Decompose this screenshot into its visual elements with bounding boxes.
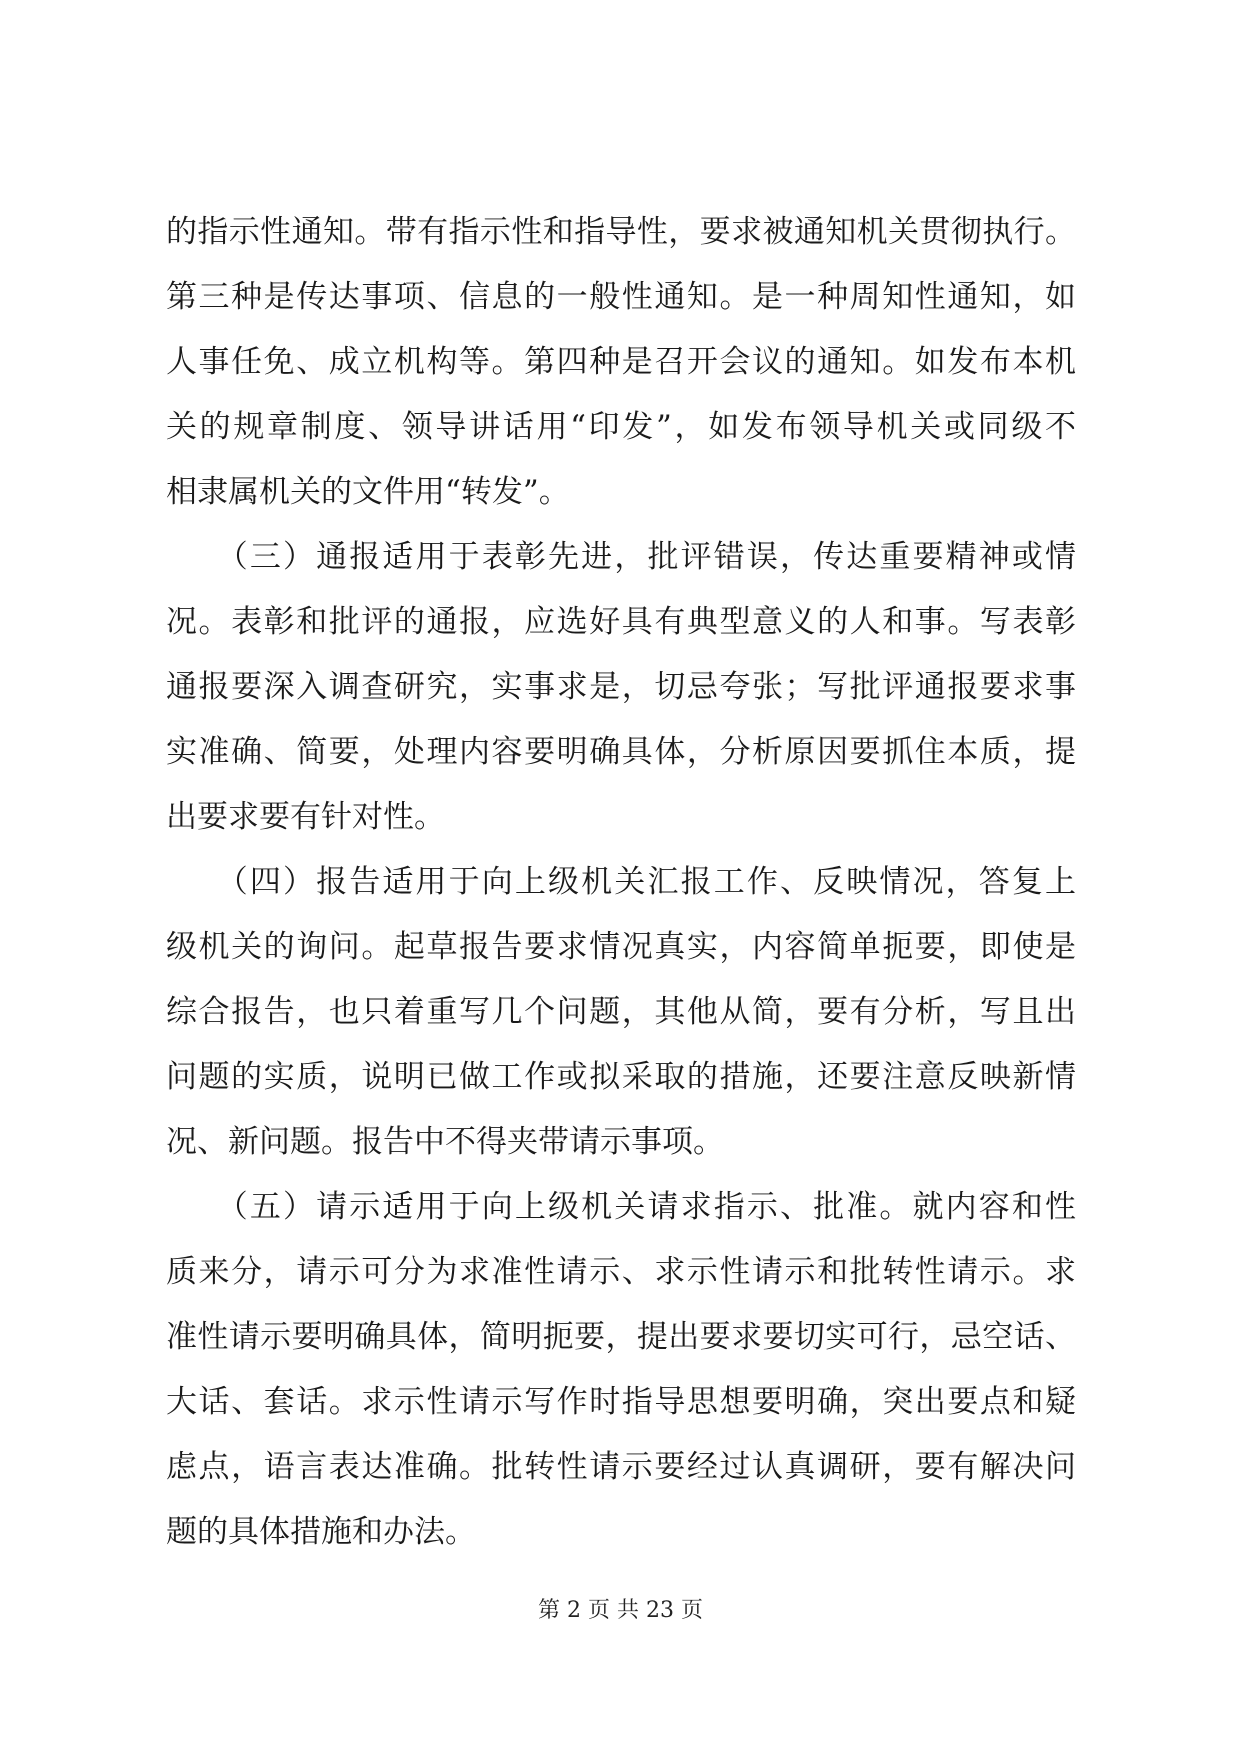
text-line: 通报要深入调查研究，实事求是，切忌夸张；写批评通报要求事	[166, 669, 1076, 705]
text-line: （五）请示适用于向上级机关请求指示、批准。就内容和性	[166, 1189, 1076, 1225]
text-line: 级机关的询问。起草报告要求情况真实，内容简单扼要，即使是	[166, 929, 1076, 965]
text-line: 况、新问题。报告中不得夹带请示事项。	[166, 1124, 724, 1160]
text-line: 题的具体措施和办法。	[166, 1514, 476, 1550]
text-line: 实准确、简要，处理内容要明确具体，分析原因要抓住本质，提	[166, 734, 1076, 770]
text-line: 综合报告，也只着重写几个问题，其他从简，要有分析，写且出	[166, 994, 1076, 1030]
text-line: 相隶属机关的文件用“转发”。	[166, 474, 570, 510]
body-text	[166, 200, 1076, 1565]
text-line: 质来分，请示可分为求准性请示、求示性请示和批转性请示。求	[166, 1254, 1076, 1290]
text-line: 虑点，语言表达准确。批转性请示要经过认真调研，要有解决问	[166, 1449, 1076, 1485]
text-line: 的指示性通知。带有指示性和指导性，要求被通知机关贯彻执行。	[166, 214, 1076, 250]
text-line: 况。表彰和批评的通报，应选好具有典型意义的人和事。写表彰	[166, 604, 1076, 640]
text-line: 关的规章制度、领导讲话用“印发”，如发布领导机关或同级不	[166, 409, 1076, 445]
text-line: 准性请示要明确具体，简明扼要，提出要求要切实可行，忌空话、	[166, 1319, 1076, 1355]
text-line: 出要求要有针对性。	[166, 799, 445, 835]
text-line: （四）报告适用于向上级机关汇报工作、反映情况，答复上	[166, 864, 1076, 900]
page-number-label: 第 2 页 共 23 页	[538, 1598, 703, 1623]
text-line: （三）通报适用于表彰先进，批评错误，传达重要精神或情	[166, 539, 1076, 575]
text-line: 问题的实质，说明已做工作或拟采取的措施，还要注意反映新情	[166, 1059, 1076, 1095]
page-footer	[0, 1596, 1241, 1626]
text-line: 人事任免、成立机构等。第四种是召开会议的通知。如发布本机	[166, 344, 1076, 380]
text-line: 大话、套话。求示性请示写作时指导思想要明确，突出要点和疑	[166, 1384, 1076, 1420]
text-line: 第三种是传达事项、信息的一般性通知。是一种周知性通知，如	[166, 279, 1076, 315]
